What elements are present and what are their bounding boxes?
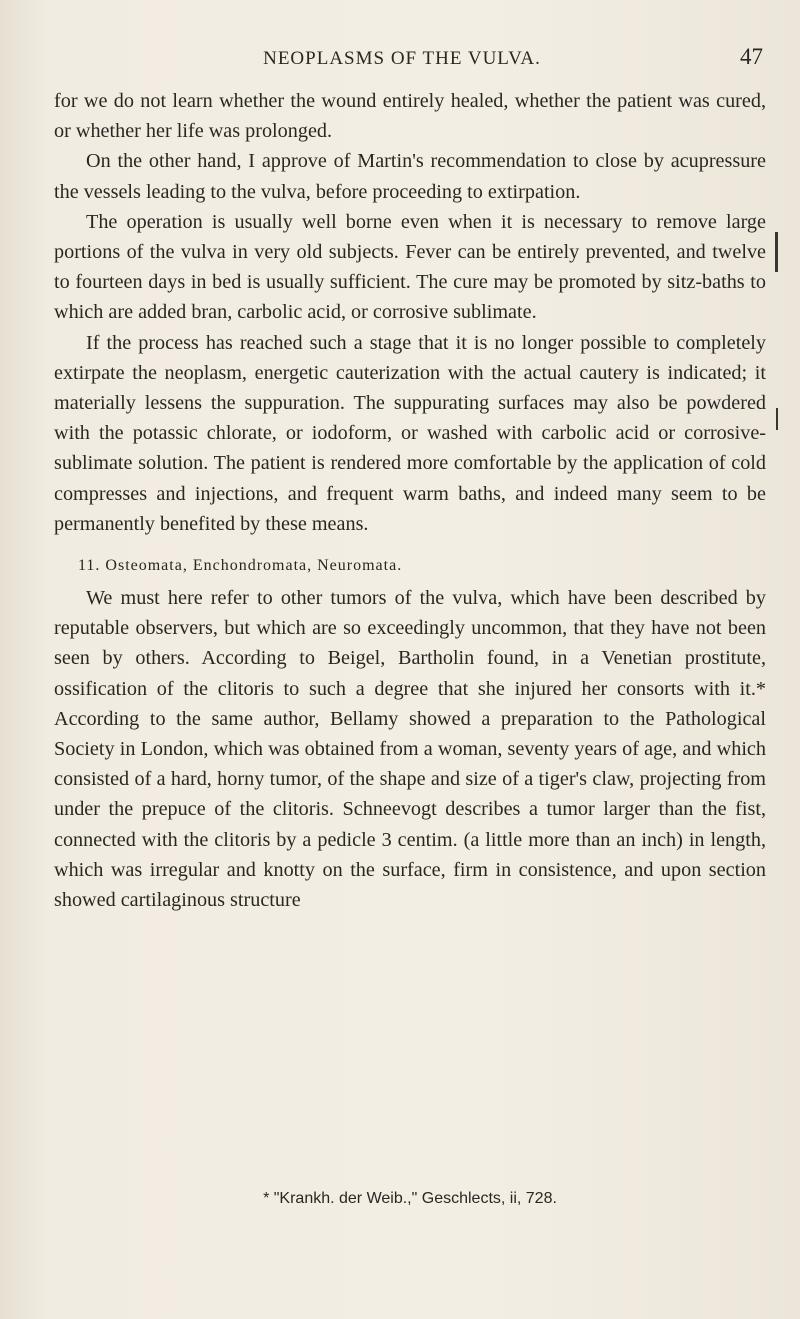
body-text — [54, 86, 766, 915]
paragraph: On the other hand, I approve of Martin's recommendation to close by acupressure the vessels leading to the vulva, before proceeding to extirpation. — [54, 150, 766, 203]
page-edge-mark — [775, 232, 778, 272]
paragraph: for we do not learn whether the wound entirely healed, whether the patient was cured, or whether her life was prolonged. — [54, 90, 766, 143]
section-paragraph: We must here refer to other tumors of the vulva, which have been described by reputable observers, but which are so exceedingly uncommon, that they have not been seen by others. According to Beigel, Bartholin found, in a Venetian prostitute, ossification of the clitoris to such a degree that she injured her consorts with it.* According to the same author, Bellamy showed a preparation to the Pathological Society in London, which was obtained from a woman, seventy years of age, and which consisted of a hard, horny tumor, of the shape and size of a tiger's claw, projecting from under the prepuce of the clitoris. Schneevogt describes a tumor larger than the fist, connected with the clitoris by a pedicle 3 centim. (a little more than an inch) in length, which was irregular and knotty on the surface, firm in consistence, and upon section showed cartilaginous structure — [54, 587, 766, 912]
running-head: NEOPLASMS OF THE VULVA. — [263, 48, 541, 69]
paragraph: The operation is usually well borne even when it is necessary to remove large portions of the vulva in very old subjects. Fever can be entirely prevented, and twelve to fourteen days in bed is usually sufficient. The cure may be promoted by sitz-baths to which are added bran, carbolic acid, or corrosive sublimate. — [54, 210, 766, 324]
page-edge-mark — [776, 408, 778, 430]
paragraph: If the process has reached such a stage that it is no longer possible to completely extirpate the neoplasm, energetic cauterization with the actual cautery is indicated; it materially lessens the suppuration. The suppurating surfaces may also be powdered with the potassic chlorate, or iodoform, or washed with carbolic acid or corrosive-sublimate solution. The patient is rendered more comfortable by the application of cold compresses and injections, and frequent warm baths, and indeed many seem to be permanently benefited by these means. — [54, 331, 766, 535]
section-heading: 11. Osteomata, Enchondromata, Neuromata. — [78, 557, 403, 575]
page-number: 47 — [740, 44, 763, 69]
footnote: * "Krankh. der Weib.," Geschlects, ii, 728. — [263, 1190, 557, 1207]
